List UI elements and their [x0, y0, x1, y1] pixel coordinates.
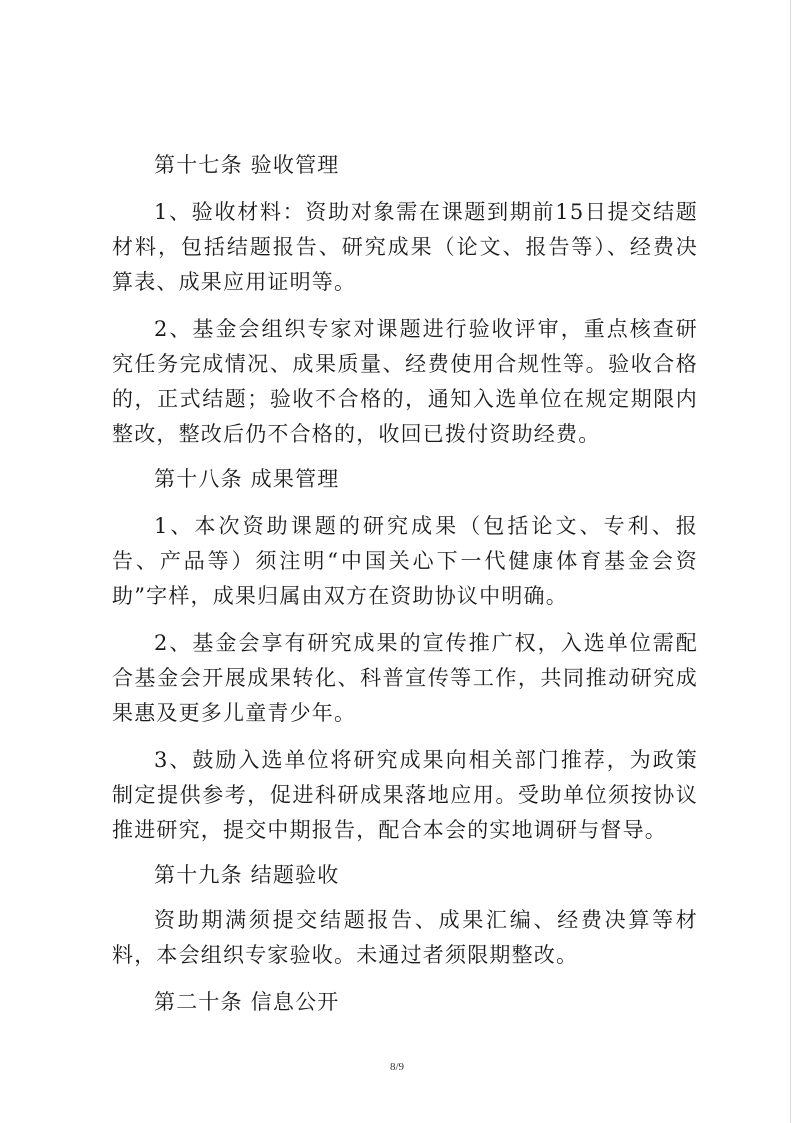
article-20-heading: 第二十条 信息公开 [154, 990, 340, 1014]
article-17-heading: 第十七条 验收管理 [154, 153, 340, 177]
article-17-clause-1: 1、验收材料：资助对象需在课题到期前15日提交结题材料，包括结题报告、研究成果（论文、报告等）、经费决算表、成果应用证明等。 [112, 200, 698, 294]
article-17-clause-2: 2、基金会组织专家对课题进行验收评审，重点核查研究任务完成情况、成果质量、经费使用合规性等。验收合格的，正式结题；验收不合格的，通知入选单位在规定期限内整改，整改后仍不合格的，收回已拨付资助经费。 [112, 317, 698, 446]
article-19-heading: 第十九条 结题验收 [154, 863, 340, 887]
document-body [112, 148, 698, 1020]
scan-edge-divider [790, 0, 791, 1123]
page-number: 8/9 [389, 1061, 405, 1073]
article-19-paragraph: 资助期满须提交结题报告、成果汇编、经费决算等材料，本会组织专家验收。未通过者须限期整改。 [112, 908, 698, 967]
article-18-clause-2: 2、基金会享有研究成果的宣传推广权，入选单位需配合基金会开展成果转化、科普宣传等工作，共同推动研究成果惠及更多儿童青少年。 [112, 631, 698, 725]
article-18-clause-3: 3、鼓励入选单位将研究成果向相关部门推荐，为政策制定提供参考，促进科研成果落地应用。受助单位须按协议推进研究，提交中期报告，配合本会的实地调研与督导。 [112, 748, 698, 842]
article-18-heading: 第十八条 成果管理 [154, 467, 340, 491]
article-18-clause-1: 1、本次资助课题的研究成果（包括论文、专利、报告、产品等）须注明“中国关心下一代健康体育基金会资助”字样，成果归属由双方在资助协议中明确。 [112, 514, 698, 608]
